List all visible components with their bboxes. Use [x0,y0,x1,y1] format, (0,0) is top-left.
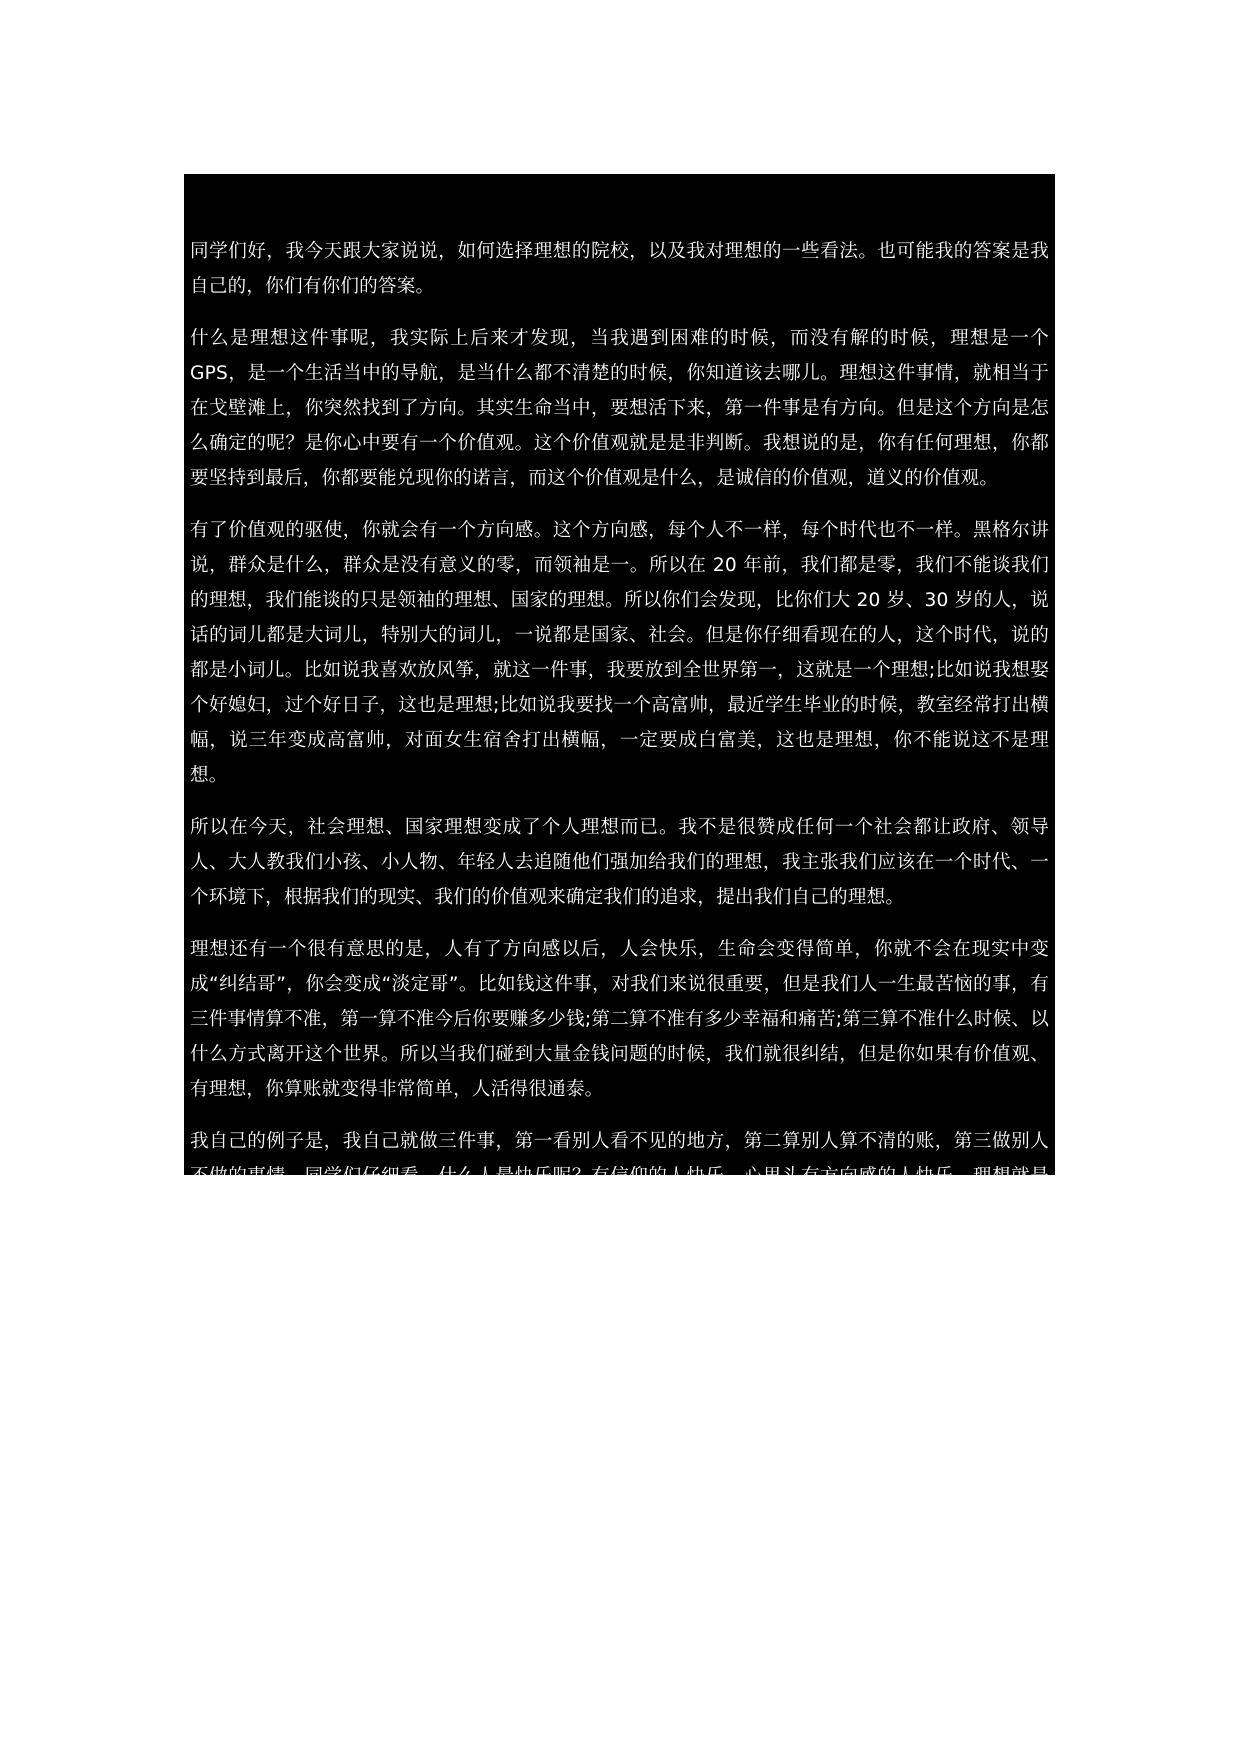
paragraph-4: 所以在今天，社会理想、国家理想变成了个人理想而已。我不是很赞成任何一个社会都让政府、领导人、大人教我们小孩、小人物、年轻人去追随他们强加给我们的理想，我主张我们应该在一个时代、一个环境下，根据我们的现实、我们的价值观来确定我们的追求，提出我们自己的理想。 [190,817,1049,908]
paragraph-2: 什么是理想这件事呢，我实际上后来才发现，当我遇到困难的时候，而没有解的时候，理想是一个 GPS，是一个生活当中的导航，是当什么都不清楚的时候，你知道该去哪儿。理想这件事情，就相当于在戈壁滩上，你突然找到了方向。其实生命当中，要想活下来，第一件事是有方向。但是这个方向是怎么确定的呢？是你心中要有一个价值观。这个价值观就是是非判断。我想说的是，你有任何理想，你都要坚持到最后，你都要能兑现你的诺言，而这个价值观是什么，是诚信的价值观，道义的价值观。 [190,328,1049,489]
paragraph-5: 理想还有一个很有意思的是，人有了方向感以后，人会快乐，生命会变得简单，你就不会在现实中变成“纠结哥”，你会变成“淡定哥”。比如钱这件事，对我们来说很重要，但是我们人一生最苦恼的事，有三件事情算不准，第一算不准今后你要赚多少钱;第二算不准有多少幸福和痛苦;第三算不准什么时候、以什么方式离开这个世界。所以当我们碰到大量金钱问题的时候，我们就很纠结，但是你如果有价值观、有理想，你算账就变得非常简单，人活得很通泰。 [190,939,1049,1100]
paragraph-7: 当然，理想这件事情，也不能把它夸大到什么都能解决，它是一个保健品，它不是个速效救心丸。所以理想它是一个增加概率的运动，有理想的人和没理想的人，只不过是成功的概率一定是高一点，快乐程度高一点，毅力强一点，走得远一点，心里头踏实一点，无非是这样。 [190,1288,1049,1379]
paragraph-1: 同学们好，我今天跟大家说说，如何选择理想的院校，以及我对理想的一些看法。也可能我的答案是我自己的，你们有你们的答案。 [190,241,1049,297]
speech-text-block [184,174,1055,1379]
paragraph-3: 有了价值观的驱使，你就会有一个方向感。这个方向感，每个人不一样，每个时代也不一样。黑格尔讲说，群众是什么，群众是没有意义的零，而领袖是一。所以在 20 年前，我们都是零，我们不能谈我们的理想，我们能谈的只是领袖的理想、国家的理想。所以你们会发现，比你们大 20 岁、30 岁的人，说话的词儿都是大词儿，特别大的词儿，一说都是国家、社会。但是你仔细看现在的人，这个时代，说的都是小词儿。比如说我喜欢放风筝，就这一件事，我要放到全世界第一，这就是一个理想;比如说我想娶个好媳妇，过个好日子，这也是理想;比如说我要找一个高富帅，最近学生毕业的时候，教室经常打出横幅，说三年变成高富帅，对面女生宿舍打出横幅，一定要成白富美，这也是理想，你不能说这不是理想。 [190,520,1049,786]
paragraph-6: 我自己的例子是，我自己就做三件事，第一看别人看不见的地方，第二算别人算不清的账，第三做别人不做的事情。同学们仔细看，什么人最快乐呢？有信仰的人快乐，心里头有方向感的人快乐，理想就是一个方向感，就像在黑暗隧道里的那个光明，如果你们失去了这个光明，你会恐惧，会死亡，而有了这个光明，你会行动，会前行，这就是理想在我们生命当中给我们的意义。 [190,1131,1049,1257]
